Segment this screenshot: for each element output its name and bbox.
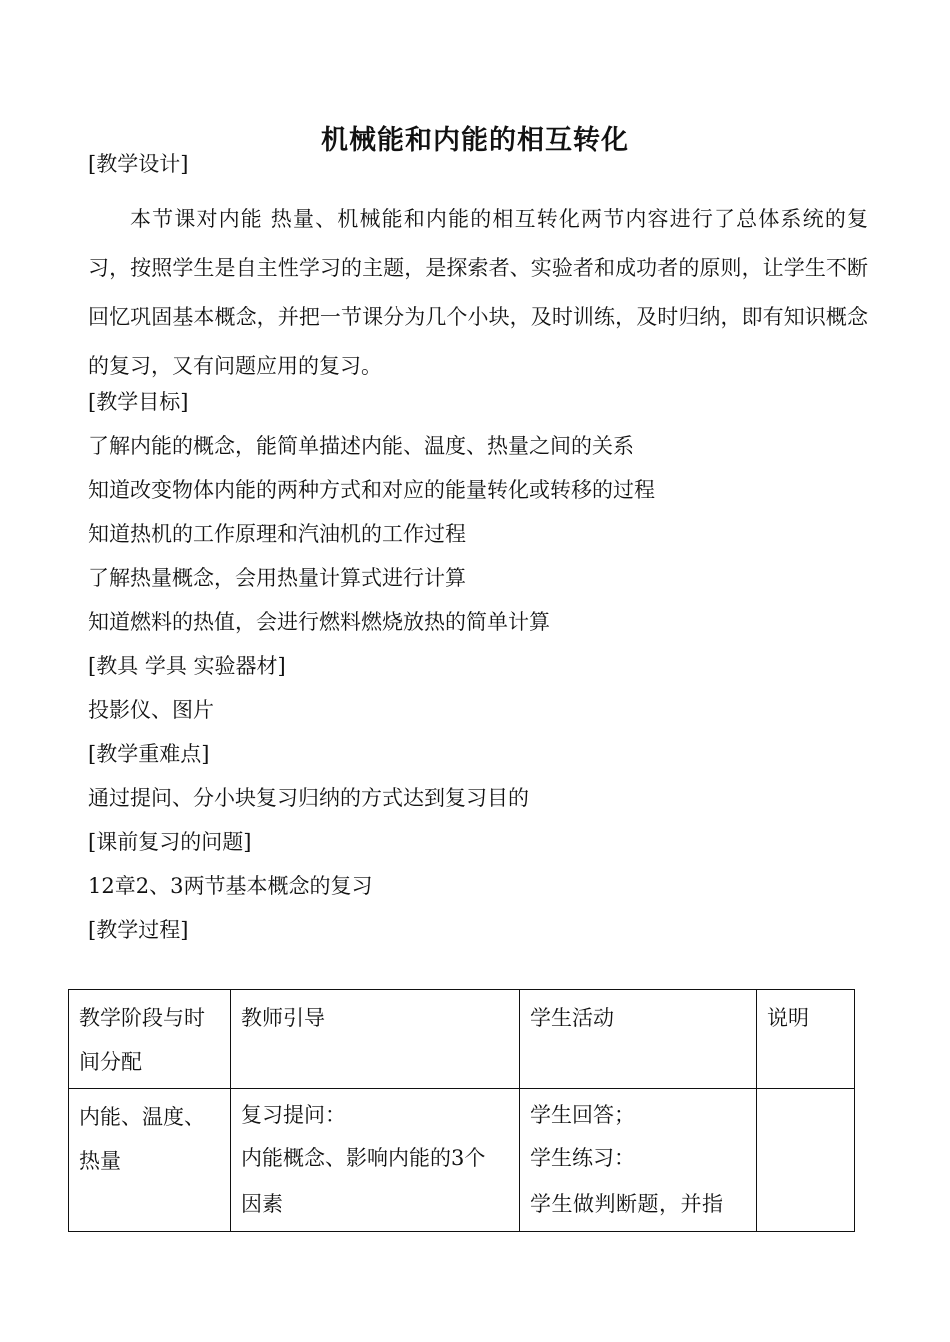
student-line: 学生做判断题，并指 bbox=[530, 1192, 724, 1216]
process-heading: [教学过程] bbox=[88, 918, 189, 942]
header-teacher-label: 教师引导 bbox=[241, 1006, 325, 1030]
header-stage-line: 教学阶段与时 bbox=[79, 1006, 205, 1030]
student-line: 学生练习： bbox=[530, 1146, 635, 1170]
goals-heading: [教学目标] bbox=[88, 390, 189, 414]
pre-class-heading: [课前复习的问题] bbox=[88, 830, 252, 854]
key-points-text: 通过提问、分小块复习归纳的方式达到复习目的 bbox=[88, 786, 529, 810]
tools-heading: [教具 学具 实验器材] bbox=[88, 654, 286, 678]
pre-class-text: 12章2、3两节基本概念的复习 bbox=[88, 874, 373, 898]
note-cell bbox=[757, 1089, 855, 1232]
goal-item: 知道改变物体内能的两种方式和对应的能量转化或转移的过程 bbox=[88, 478, 655, 502]
header-cell-note bbox=[757, 990, 855, 1089]
student-line: 学生回答； bbox=[530, 1103, 635, 1127]
teacher-line: 内能概念、影响内能的3个 bbox=[241, 1146, 486, 1170]
goal-item: 知道热机的工作原理和汽油机的工作过程 bbox=[88, 522, 466, 546]
design-heading: [教学设计] bbox=[88, 152, 189, 176]
design-paragraph: 本节课对内能 热量、机械能和内能的相互转化两节内容进行了总体系统的复习，按照学生是自主性学习的主题，是探索者、实验者和成功者的原则，让学生不断回忆巩固基本概念，并把一节课分为几个小块，及时训练，及时归纳，即有知识概念的复习，又有问题应用的复习。 bbox=[88, 207, 868, 378]
header-cell-teacher bbox=[231, 990, 520, 1089]
stage-line: 内能、温度、 bbox=[79, 1105, 205, 1129]
goal-item: 了解内能的概念，能简单描述内能、温度、热量之间的关系 bbox=[88, 434, 634, 458]
student-cell bbox=[520, 1089, 757, 1232]
document-title: 机械能和内能的相互转化 bbox=[321, 125, 629, 156]
header-cell-stage bbox=[69, 990, 231, 1089]
goal-item: 了解热量概念，会用热量计算式进行计算 bbox=[88, 566, 466, 590]
stage-line: 热量 bbox=[79, 1149, 121, 1173]
header-stage-line: 间分配 bbox=[79, 1050, 142, 1074]
header-note-label: 说明 bbox=[767, 1006, 809, 1030]
table-header-row bbox=[69, 990, 855, 1089]
tools-text: 投影仪、图片 bbox=[88, 698, 214, 722]
teacher-line: 复习提问： bbox=[241, 1103, 346, 1127]
header-student-label: 学生活动 bbox=[530, 1006, 614, 1030]
goal-item: 知道燃料的热值，会进行燃料燃烧放热的简单计算 bbox=[88, 610, 550, 634]
teacher-line: 因素 bbox=[241, 1192, 283, 1216]
teacher-cell bbox=[231, 1089, 520, 1232]
stage-cell bbox=[69, 1089, 231, 1232]
header-cell-student bbox=[520, 990, 757, 1089]
teaching-process-table bbox=[68, 989, 855, 1232]
table-row bbox=[69, 1089, 855, 1232]
key-points-heading: [教学重难点] bbox=[88, 742, 210, 766]
